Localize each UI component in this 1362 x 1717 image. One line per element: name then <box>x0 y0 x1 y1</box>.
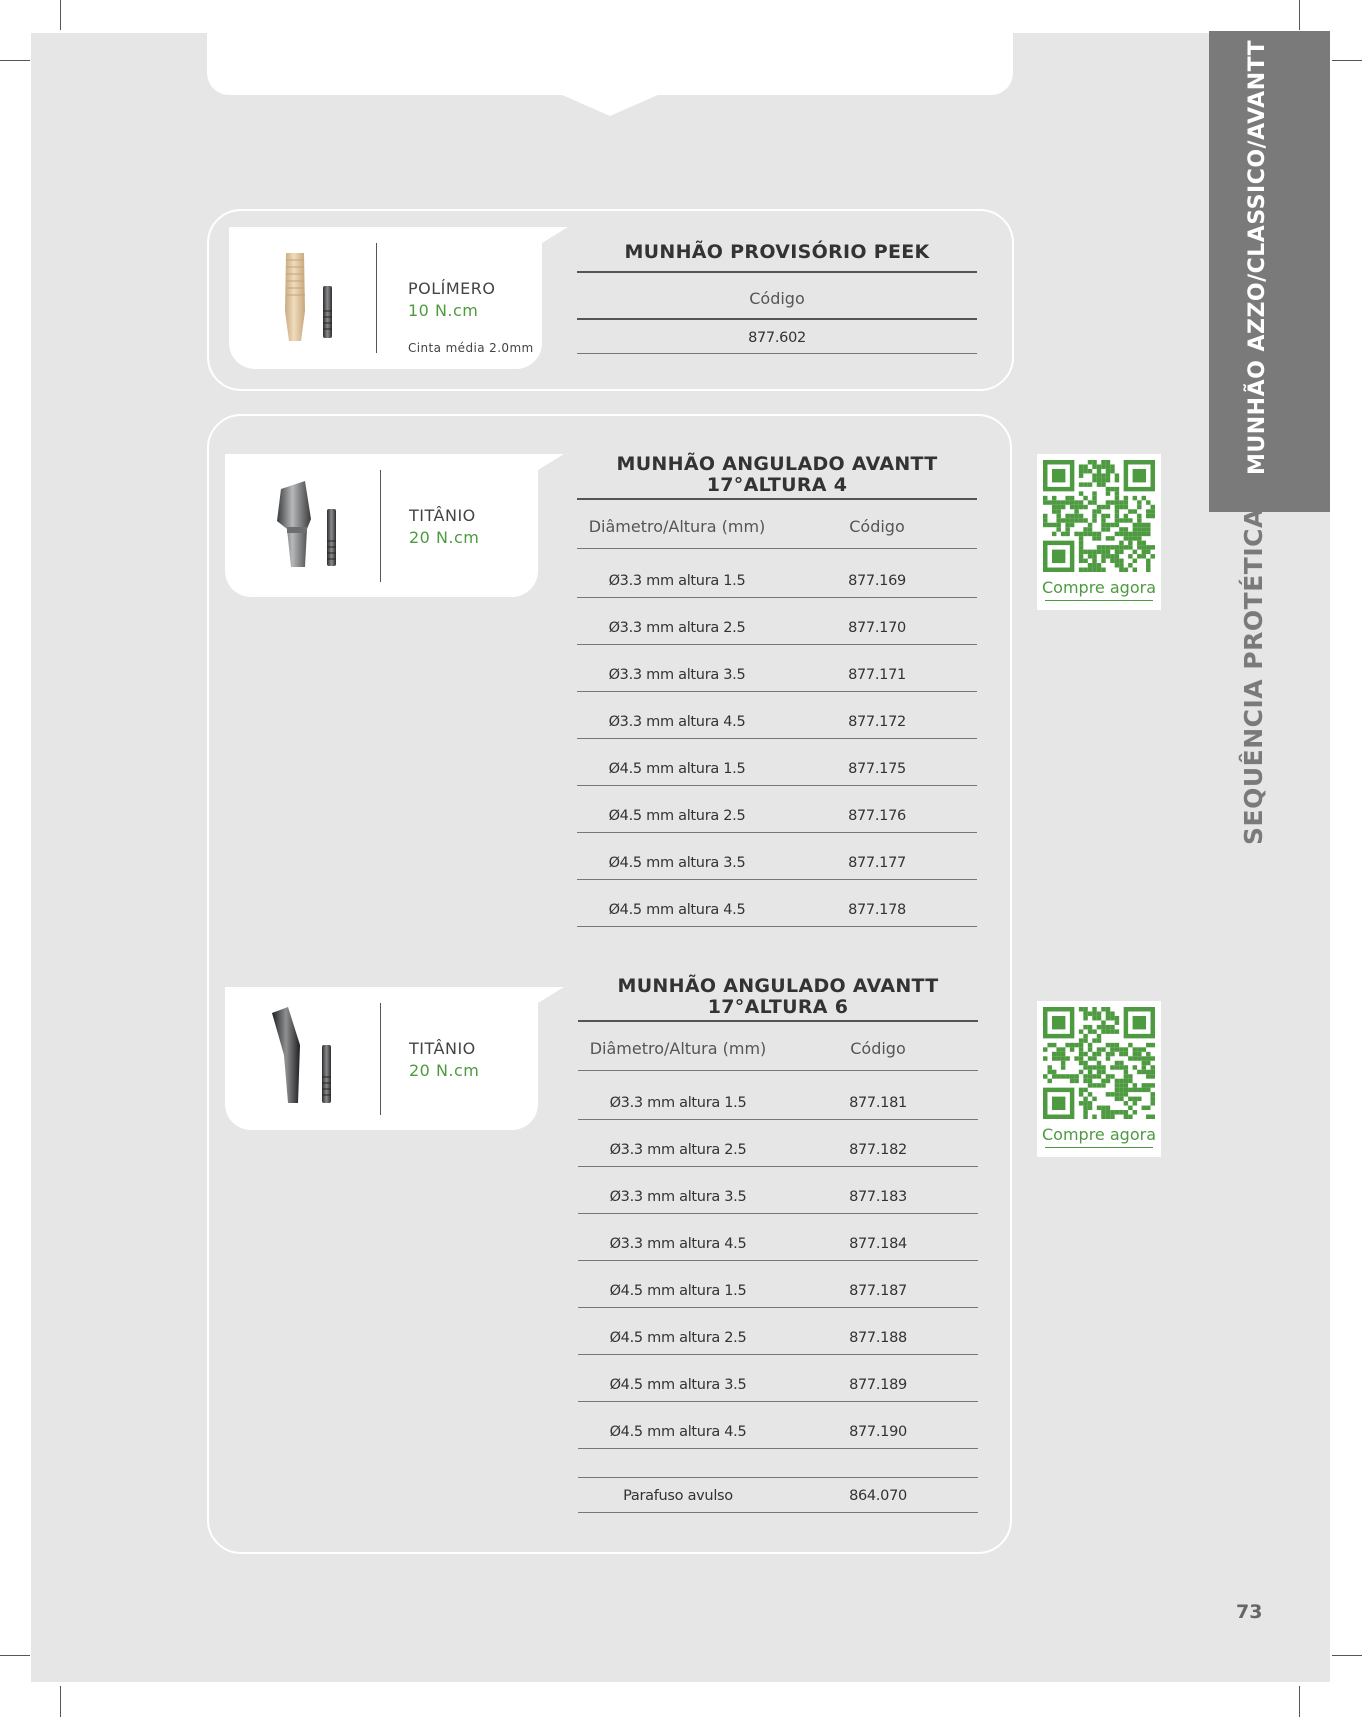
table-rule <box>577 548 977 549</box>
row-code: 877.184 <box>849 1236 907 1252</box>
row-dimension: Ø4.5 mm altura 1.5 <box>608 761 746 777</box>
crop-mark <box>1332 1655 1362 1656</box>
link-underline <box>1045 600 1153 601</box>
product-code: 877.602 <box>748 330 806 346</box>
crop-mark <box>60 0 61 30</box>
table-rule <box>577 271 977 273</box>
row-dimension: Ø4.5 mm altura 3.5 <box>608 855 746 871</box>
row-code: 877.183 <box>849 1189 907 1205</box>
row-dimension: Ø3.3 mm altura 1.5 <box>609 1095 747 1111</box>
row-code: 877.190 <box>849 1424 907 1440</box>
page-number: 73 <box>1236 1601 1263 1623</box>
card-divider <box>376 243 377 353</box>
table-rule <box>577 498 977 500</box>
row-code: 877.189 <box>849 1377 907 1393</box>
code-header: Código <box>749 289 805 308</box>
row-dimension: Ø4.5 mm altura 4.5 <box>608 902 746 918</box>
product-title <box>577 454 977 496</box>
crop-mark <box>0 1655 30 1656</box>
row-dimension: Ø3.3 mm altura 4.5 <box>608 714 746 730</box>
row-code: 877.187 <box>849 1283 907 1299</box>
product-title-line: 17°ALTURA 4 <box>706 474 848 496</box>
row-dimension: Ø4.5 mm altura 3.5 <box>609 1377 747 1393</box>
peek-abutment-image <box>279 251 344 351</box>
table-rule <box>578 1401 978 1402</box>
row-dimension: Ø3.3 mm altura 1.5 <box>608 573 746 589</box>
code-header: Código <box>849 517 905 536</box>
table-rule <box>578 1020 978 1022</box>
crop-mark <box>60 1686 61 1717</box>
row-dimension: Ø3.3 mm altura 3.5 <box>608 667 746 683</box>
row-dimension: Ø3.3 mm altura 3.5 <box>609 1189 747 1205</box>
material-label: POLÍMERO <box>408 279 496 298</box>
table-rule <box>578 1260 978 1261</box>
table-rule <box>577 879 977 880</box>
crop-mark <box>0 60 30 61</box>
buy-now-link[interactable]: Compre agora <box>1042 578 1156 597</box>
bubble-tail <box>542 227 568 243</box>
product-card-peek <box>229 227 542 369</box>
top-header-tab <box>207 33 1013 95</box>
product-card-angled-6 <box>225 987 538 1130</box>
row-dimension: Ø4.5 mm altura 2.5 <box>608 808 746 824</box>
table-rule <box>577 926 977 927</box>
top-header-notch <box>560 94 660 116</box>
qr-card <box>1037 454 1161 610</box>
card-divider <box>380 1003 381 1115</box>
row-dimension: Ø3.3 mm altura 2.5 <box>609 1142 747 1158</box>
row-code: 877.188 <box>849 1330 907 1346</box>
table-rule <box>577 832 977 833</box>
table-rule <box>578 1448 978 1449</box>
torque-label: 20 N.cm <box>409 1061 480 1080</box>
table-rule <box>578 1070 978 1071</box>
qr-code-icon <box>1043 1007 1155 1119</box>
collar-note: Cinta média 2.0mm <box>408 341 534 355</box>
product-title-line: MUNHÃO ANGULADO AVANTT <box>616 453 938 475</box>
crop-mark <box>1332 60 1362 61</box>
titanium-abutment-image <box>275 479 345 574</box>
category-label: MUNHÃO AZZO/CLASSICO/AVANTT <box>1245 39 1270 475</box>
row-code: 877.178 <box>848 902 906 918</box>
row-dimension: Ø3.3 mm altura 4.5 <box>609 1236 747 1252</box>
material-label: TITÂNIO <box>409 1039 476 1058</box>
row-dimension: Ø3.3 mm altura 2.5 <box>608 620 746 636</box>
torque-label: 10 N.cm <box>408 301 479 320</box>
qr-code-icon <box>1043 460 1155 572</box>
table-rule <box>577 785 977 786</box>
row-code: 877.181 <box>849 1095 907 1111</box>
table-rule <box>578 1354 978 1355</box>
bubble-tail <box>538 454 564 470</box>
row-dimension: Ø4.5 mm altura 1.5 <box>609 1283 747 1299</box>
dimension-header: Diâmetro/Altura (mm) <box>588 517 766 536</box>
crop-mark <box>1299 1686 1300 1717</box>
row-code: 877.175 <box>848 761 906 777</box>
material-label: TITÂNIO <box>409 506 476 525</box>
extra-row-dim: Parafuso avulso <box>623 1488 733 1504</box>
row-code: 877.176 <box>848 808 906 824</box>
row-code: 877.182 <box>849 1142 907 1158</box>
product-card-angled-4 <box>225 454 538 597</box>
buy-now-link[interactable]: Compre agora <box>1042 1125 1156 1144</box>
torque-label: 20 N.cm <box>409 528 480 547</box>
bubble-tail <box>538 987 564 1003</box>
row-code: 877.170 <box>848 620 906 636</box>
product-title-line: 17°ALTURA 6 <box>707 996 849 1018</box>
table-rule <box>578 1213 978 1214</box>
product-title-line: MUNHÃO ANGULADO AVANTT <box>617 975 939 997</box>
row-code: 877.172 <box>848 714 906 730</box>
table-rule <box>577 318 977 320</box>
table-rule <box>578 1477 978 1478</box>
row-dimension: Ø4.5 mm altura 4.5 <box>609 1424 747 1440</box>
row-code: 877.171 <box>848 667 906 683</box>
link-underline <box>1045 1147 1153 1148</box>
row-dimension: Ø4.5 mm altura 2.5 <box>609 1330 747 1346</box>
row-code: 877.169 <box>848 573 906 589</box>
table-rule <box>578 1307 978 1308</box>
table-rule <box>577 597 977 598</box>
table-rule <box>577 353 977 354</box>
table-rule <box>577 691 977 692</box>
row-code: 877.177 <box>848 855 906 871</box>
table-rule <box>577 738 977 739</box>
table-rule <box>577 644 977 645</box>
crop-mark <box>1299 0 1300 30</box>
product-title <box>578 976 978 1018</box>
table-rule <box>578 1119 978 1120</box>
code-header: Código <box>850 1039 906 1058</box>
qr-card <box>1037 1001 1161 1157</box>
dimension-header: Diâmetro/Altura (mm) <box>589 1039 767 1058</box>
table-rule <box>578 1512 978 1513</box>
titanium-abutment-image <box>270 1005 340 1110</box>
table-rule <box>578 1166 978 1167</box>
card-divider <box>380 470 381 582</box>
extra-row-code: 864.070 <box>849 1488 907 1504</box>
product-title: MUNHÃO PROVISÓRIO PEEK <box>624 241 930 263</box>
section-label: SEQUÊNCIA PROTÉTICA <box>1239 508 1268 845</box>
